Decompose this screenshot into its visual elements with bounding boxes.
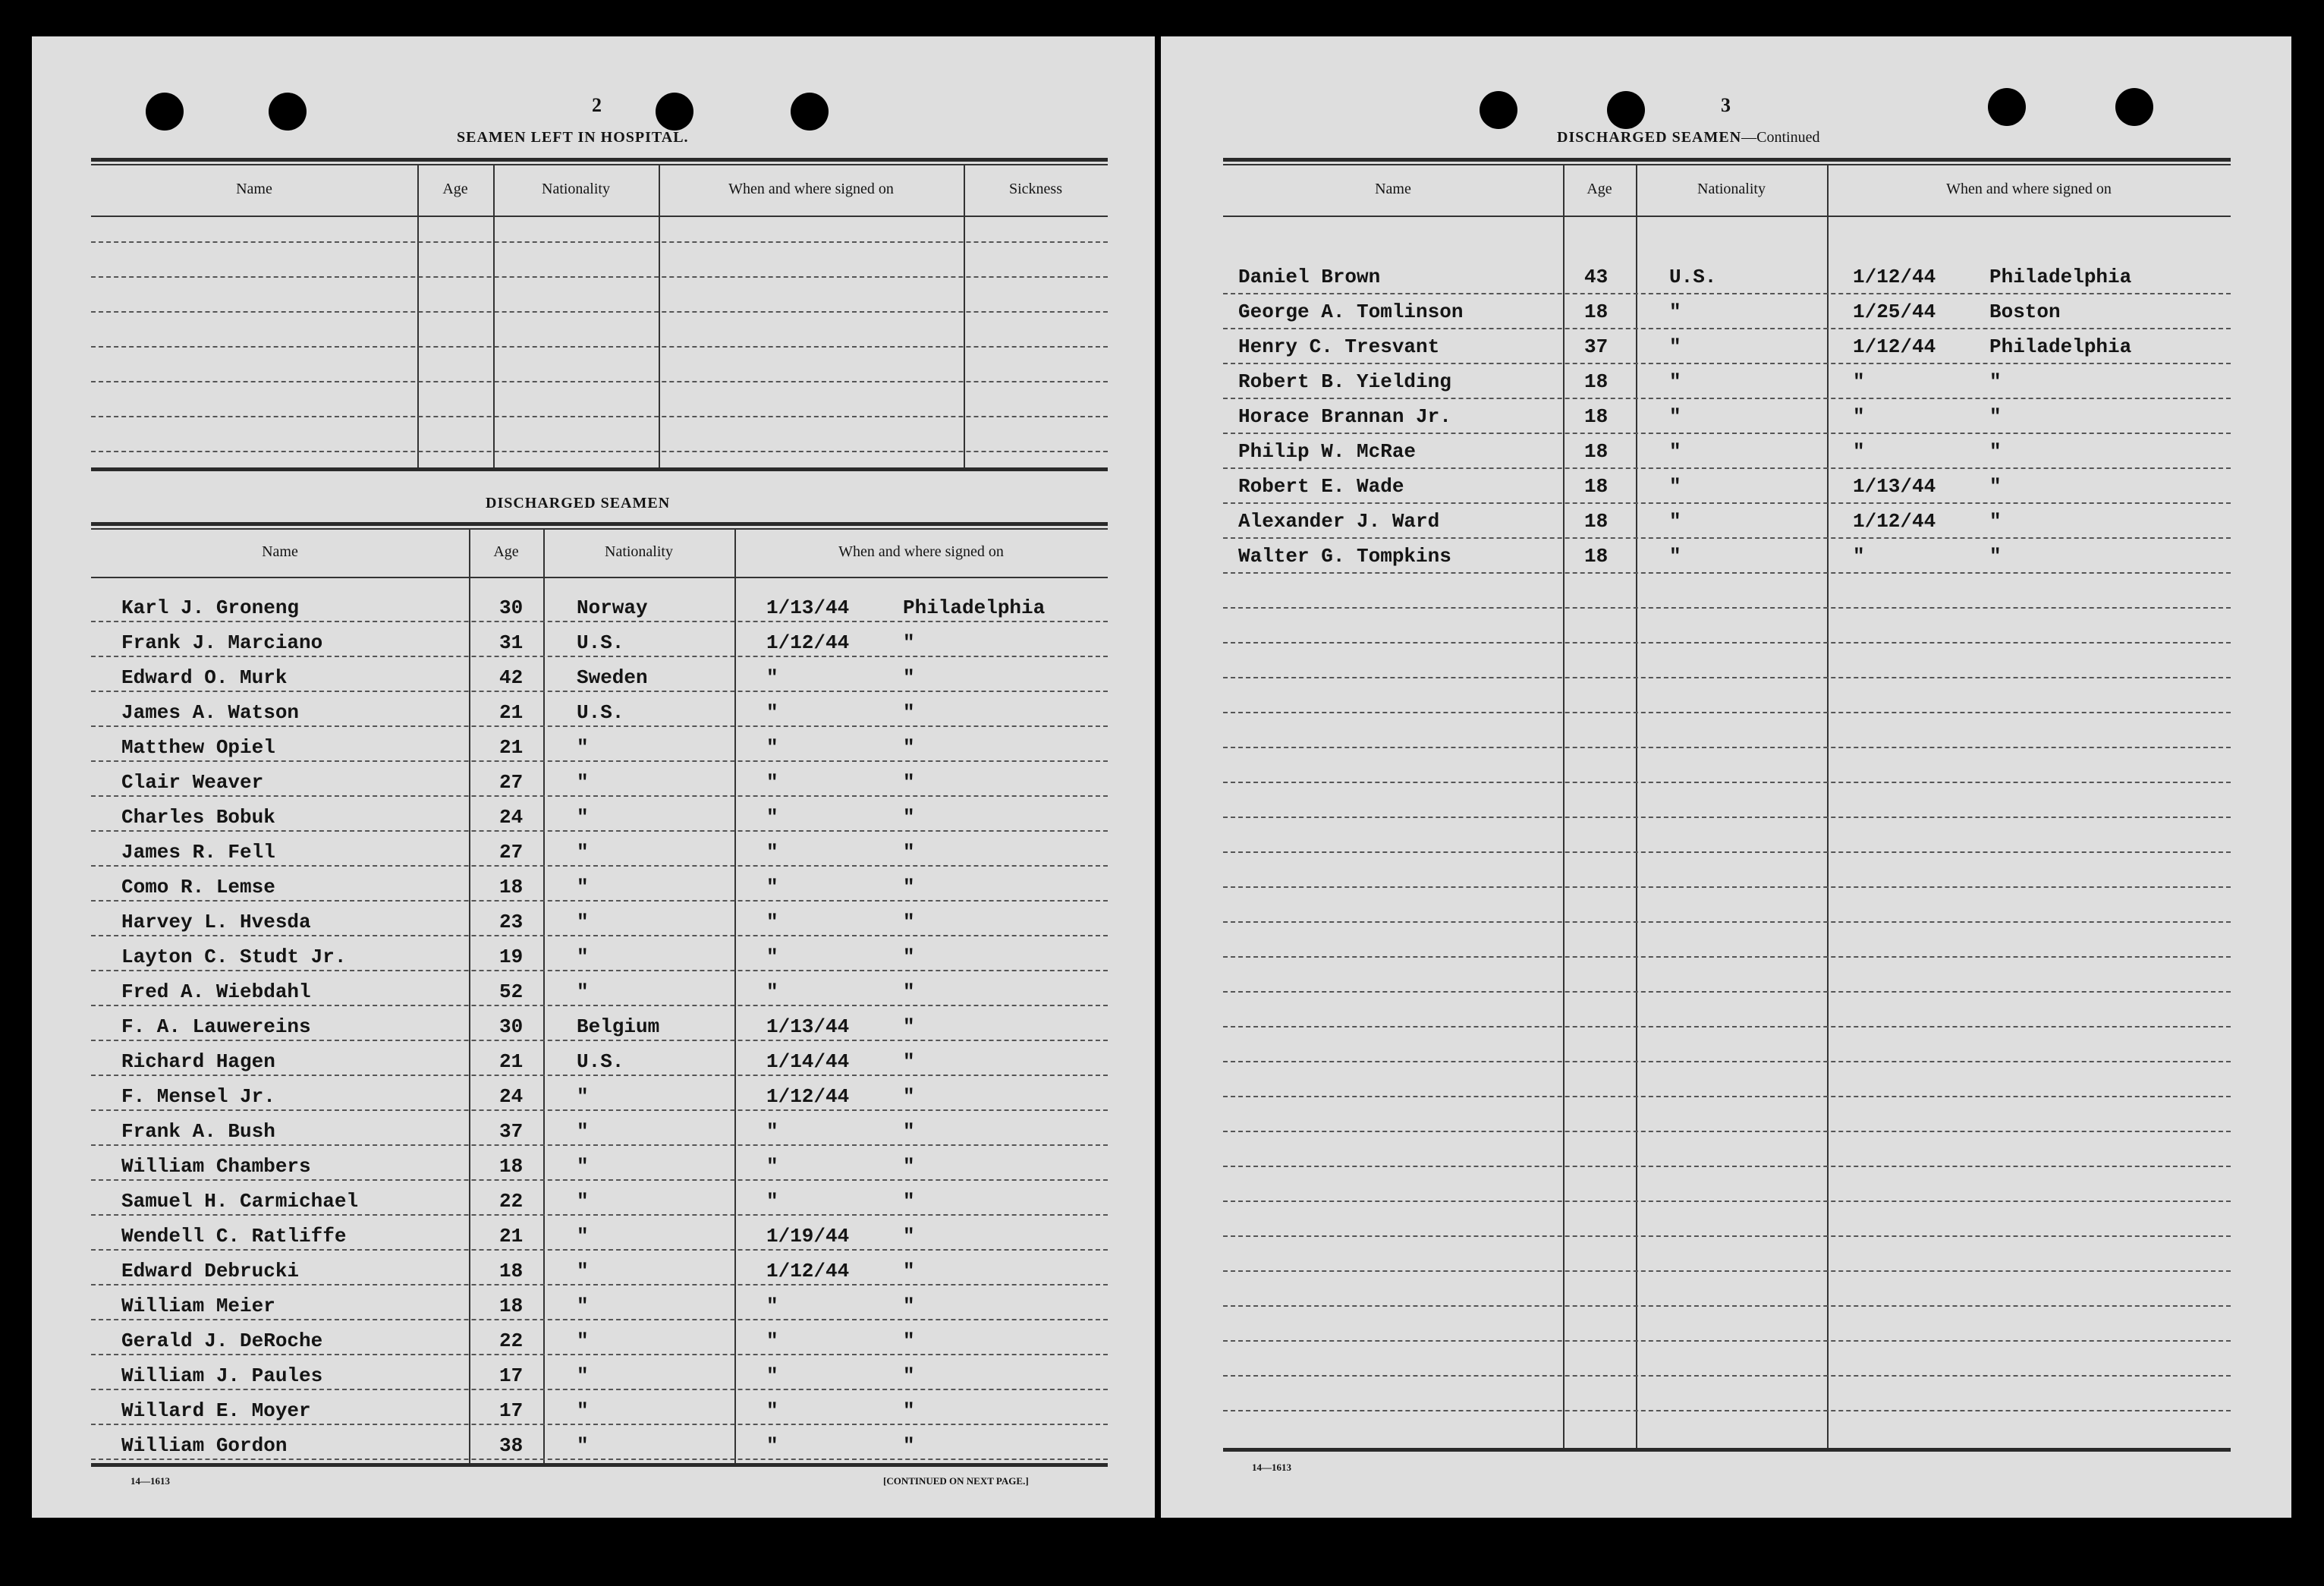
seaman-name: Karl J. Groneng — [121, 596, 300, 619]
table-row — [91, 1319, 1108, 1320]
table-row — [1223, 328, 2231, 329]
empty-row-line — [1223, 747, 2231, 748]
signed-on-date: " — [1853, 440, 1865, 463]
seaman-age: 18 — [1584, 510, 1609, 533]
seaman-name: Richard Hagen — [121, 1050, 275, 1073]
punch-hole — [656, 93, 693, 131]
seaman-age: 21 — [499, 1225, 524, 1248]
column-header-sickness: Sickness — [1009, 181, 1062, 197]
signed-on-place: " — [903, 1260, 915, 1282]
seaman-nationality: " — [577, 771, 589, 794]
seaman-name: Edward O. Murk — [121, 666, 288, 689]
signed-on-place: " — [1989, 475, 2002, 498]
seaman-age: 18 — [499, 1155, 524, 1178]
seaman-age: 30 — [499, 1015, 524, 1038]
signed-on-date: 1/14/44 — [766, 1050, 850, 1073]
punch-hole — [269, 93, 307, 131]
seaman-age: 42 — [499, 666, 524, 689]
seaman-name: James R. Fell — [121, 841, 275, 864]
seaman-age: 21 — [499, 736, 524, 759]
table-row — [1223, 572, 2231, 574]
seaman-nationality: " — [577, 911, 589, 933]
signed-on-date: 1/25/44 — [1853, 301, 1936, 323]
seaman-name: Frank J. Marciano — [121, 631, 323, 654]
signed-on-date: " — [766, 1120, 778, 1143]
signed-on-place: " — [903, 1015, 915, 1038]
punch-hole — [1607, 91, 1645, 129]
seaman-nationality: " — [577, 1190, 589, 1213]
table-row — [91, 1040, 1108, 1041]
seaman-age: 18 — [1584, 475, 1609, 498]
left-page — [32, 36, 1155, 1518]
seaman-age: 31 — [499, 631, 524, 654]
seaman-name: Layton C. Studt Jr. — [121, 946, 347, 968]
table-row — [1223, 537, 2231, 539]
punch-hole — [791, 93, 829, 131]
empty-row-line — [1223, 1410, 2231, 1411]
seaman-name: Edward Debrucki — [121, 1260, 300, 1282]
seaman-age: 18 — [499, 1260, 524, 1282]
discharged-seamen-table — [91, 522, 1108, 1467]
seaman-nationality: U.S. — [577, 1050, 624, 1073]
table-row — [91, 1075, 1108, 1076]
table-row — [91, 1144, 1108, 1146]
discharged-section-title: DISCHARGED SEAMEN — [486, 495, 671, 511]
signed-on-date: 1/12/44 — [1853, 510, 1936, 533]
signed-on-date: " — [766, 1330, 778, 1352]
seaman-nationality: " — [577, 1399, 589, 1422]
empty-row-line — [1223, 1166, 2231, 1167]
empty-row-line — [1223, 956, 2231, 958]
signed-on-place: " — [903, 771, 915, 794]
seaman-nationality: " — [1669, 475, 1681, 498]
hospital-table — [91, 158, 1108, 477]
seaman-age: 18 — [1584, 370, 1609, 393]
seaman-age: 27 — [499, 771, 524, 794]
seaman-name: Henry C. Tresvant — [1238, 335, 1440, 358]
empty-row-line — [1223, 851, 2231, 853]
seaman-name: Gerald J. DeRoche — [121, 1330, 323, 1352]
signed-on-date: 1/12/44 — [1853, 266, 1936, 288]
empty-row-line — [1223, 607, 2231, 609]
seaman-age: 27 — [499, 841, 524, 864]
seaman-nationality: " — [577, 736, 589, 759]
table-row — [91, 1459, 1108, 1460]
signed-on-date: " — [766, 946, 778, 968]
discharged-seamen-continued-table — [1223, 158, 2231, 1452]
seaman-age: 37 — [499, 1120, 524, 1143]
seaman-nationality: " — [577, 841, 589, 864]
signed-on-date: 1/12/44 — [766, 1260, 850, 1282]
table-row — [1223, 433, 2231, 434]
empty-row-line — [1223, 1096, 2231, 1097]
seaman-age: 30 — [499, 596, 524, 619]
seaman-name: William Gordon — [121, 1434, 288, 1457]
signed-on-place: " — [903, 841, 915, 864]
signed-on-date: 1/19/44 — [766, 1225, 850, 1248]
seaman-nationality: " — [577, 1364, 589, 1387]
empty-row-line — [1223, 886, 2231, 888]
signed-on-place: " — [903, 1225, 915, 1248]
column-header-nationality: Nationality — [605, 543, 673, 560]
table-row — [91, 970, 1108, 971]
seaman-nationality: " — [577, 876, 589, 898]
signed-on-date: 1/13/44 — [766, 1015, 850, 1038]
signed-on-place: " — [903, 1399, 915, 1422]
signed-on-date: " — [766, 980, 778, 1003]
seaman-age: 19 — [499, 946, 524, 968]
page-title-main: DISCHARGED SEAMEN — [1557, 129, 1742, 146]
seaman-name: Daniel Brown — [1238, 266, 1381, 288]
signed-on-date: " — [766, 1155, 778, 1178]
seaman-age: 17 — [499, 1399, 524, 1422]
signed-on-date: " — [766, 1364, 778, 1387]
empty-row-line — [1223, 1340, 2231, 1342]
seaman-name: William Chambers — [121, 1155, 311, 1178]
empty-row-line — [1223, 712, 2231, 713]
empty-row-line — [1223, 921, 2231, 923]
seaman-nationality: U.S. — [1669, 266, 1717, 288]
signed-on-date: " — [766, 911, 778, 933]
signed-on-place: " — [903, 1085, 915, 1108]
seaman-name: Frank A. Bush — [121, 1120, 275, 1143]
signed-on-place: " — [903, 876, 915, 898]
signed-on-place: " — [903, 701, 915, 724]
seaman-name: Horace Brannan Jr. — [1238, 405, 1451, 428]
seaman-nationality: " — [577, 1330, 589, 1352]
signed-on-date: " — [766, 1434, 778, 1457]
seaman-name: Matthew Opiel — [121, 736, 275, 759]
column-header-age: Age — [493, 543, 519, 560]
table-row — [91, 725, 1108, 727]
table-row — [91, 830, 1108, 832]
signed-on-date: " — [766, 841, 778, 864]
seaman-age: 24 — [499, 806, 524, 829]
empty-row-line — [1223, 1375, 2231, 1377]
seaman-name: Fred A. Wiebdahl — [121, 980, 311, 1003]
seaman-age: 21 — [499, 1050, 524, 1073]
seaman-name: James A. Watson — [121, 701, 300, 724]
seaman-age: 22 — [499, 1330, 524, 1352]
signed-on-place: " — [903, 1330, 915, 1352]
punch-hole — [2115, 88, 2153, 126]
seaman-nationality: " — [577, 1434, 589, 1457]
seaman-age: 43 — [1584, 266, 1609, 288]
empty-row-line — [1223, 1305, 2231, 1307]
seaman-name: Samuel H. Carmichael — [121, 1190, 359, 1213]
signed-on-place: " — [903, 631, 915, 654]
empty-row-line — [1223, 1235, 2231, 1237]
seaman-nationality: " — [577, 1260, 589, 1282]
table-row — [91, 865, 1108, 867]
table-row — [91, 1389, 1108, 1390]
seaman-age: 17 — [499, 1364, 524, 1387]
column-header-age: Age — [1587, 181, 1612, 197]
empty-row-line — [1223, 642, 2231, 644]
seaman-age: 18 — [1584, 301, 1609, 323]
signed-on-date: " — [766, 1399, 778, 1422]
seaman-nationality: " — [577, 1120, 589, 1143]
signed-on-date: " — [766, 771, 778, 794]
table-row — [1223, 502, 2231, 504]
seaman-age: 24 — [499, 1085, 524, 1108]
signed-on-place: " — [903, 806, 915, 829]
table-row — [91, 1249, 1108, 1251]
form-number: 14—1613 — [131, 1475, 170, 1487]
empty-row-line — [1223, 991, 2231, 993]
seaman-age: 18 — [1584, 405, 1609, 428]
seaman-age: 37 — [1584, 335, 1609, 358]
seaman-nationality: " — [1669, 301, 1681, 323]
signed-on-place: " — [903, 1120, 915, 1143]
seaman-name: Wendell C. Ratliffe — [121, 1225, 347, 1248]
signed-on-date: " — [1853, 405, 1865, 428]
table-row — [1223, 467, 2231, 469]
seaman-nationality: Norway — [577, 596, 648, 619]
table-row — [91, 1214, 1108, 1216]
seaman-nationality: " — [577, 1085, 589, 1108]
seaman-age: 18 — [499, 876, 524, 898]
table-row — [91, 1354, 1108, 1355]
table-row — [1223, 398, 2231, 399]
signed-on-date: " — [766, 666, 778, 689]
table-row — [91, 1179, 1108, 1181]
punch-hole — [146, 93, 184, 131]
seaman-age: 18 — [1584, 545, 1609, 568]
table-row — [91, 621, 1108, 622]
seaman-nationality: " — [577, 980, 589, 1003]
continued-note: [CONTINUED ON NEXT PAGE.] — [883, 1475, 1029, 1487]
page-title — [1557, 129, 1820, 146]
right-page — [1161, 36, 2291, 1518]
signed-on-place: " — [903, 1050, 915, 1073]
punch-hole — [1480, 91, 1517, 129]
signed-on-date: 1/12/44 — [766, 631, 850, 654]
table-row — [91, 795, 1108, 797]
seaman-age: 18 — [499, 1295, 524, 1317]
seaman-name: F. A. Lauwereins — [121, 1015, 311, 1038]
seaman-name: Harvey L. Hvesda — [121, 911, 311, 933]
empty-row-line — [1223, 782, 2231, 783]
table-row — [91, 1109, 1108, 1111]
column-header-name: Name — [1375, 181, 1411, 197]
seaman-nationality: Sweden — [577, 666, 648, 689]
seaman-name: Como R. Lemse — [121, 876, 275, 898]
signed-on-place: Philadelphia — [1989, 335, 2132, 358]
column-header-nationality: Nationality — [542, 181, 610, 197]
seaman-name: Willard E. Moyer — [121, 1399, 311, 1422]
seaman-nationality: U.S. — [577, 631, 624, 654]
signed-on-date: " — [1853, 545, 1865, 568]
table-row — [91, 760, 1108, 762]
column-header-signed-on: When and where signed on — [728, 181, 894, 197]
signed-on-place: " — [903, 736, 915, 759]
table-row — [91, 935, 1108, 936]
table-row — [91, 900, 1108, 902]
signed-on-place: Boston — [1989, 301, 2061, 323]
signed-on-place: " — [903, 911, 915, 933]
seaman-nationality: " — [577, 1225, 589, 1248]
seaman-name: Robert B. Yielding — [1238, 370, 1451, 393]
empty-row-line — [1223, 677, 2231, 678]
seaman-name: Alexander J. Ward — [1238, 510, 1440, 533]
seaman-nationality: " — [1669, 405, 1681, 428]
seaman-nationality: " — [577, 946, 589, 968]
column-header-nationality: Nationality — [1697, 181, 1766, 197]
seaman-nationality: " — [1669, 440, 1681, 463]
seaman-nationality: " — [1669, 545, 1681, 568]
empty-row-line — [1223, 817, 2231, 818]
seaman-nationality: " — [1669, 370, 1681, 393]
seaman-nationality: Belgium — [577, 1015, 660, 1038]
signed-on-date: 1/13/44 — [1853, 475, 1936, 498]
signed-on-place: " — [903, 1190, 915, 1213]
column-header-signed-on: When and where signed on — [1946, 181, 2112, 197]
signed-on-place: Philadelphia — [903, 596, 1046, 619]
seaman-nationality: " — [577, 806, 589, 829]
signed-on-place: " — [903, 1155, 915, 1178]
table-row — [1223, 293, 2231, 294]
table-row — [91, 656, 1108, 657]
seaman-age: 21 — [499, 701, 524, 724]
column-header-name: Name — [262, 543, 298, 560]
signed-on-date: " — [766, 701, 778, 724]
signed-on-place: " — [1989, 510, 2002, 533]
seaman-name: F. Mensel Jr. — [121, 1085, 275, 1108]
seaman-name: William Meier — [121, 1295, 275, 1317]
seaman-age: 22 — [499, 1190, 524, 1213]
seaman-nationality: " — [1669, 510, 1681, 533]
punch-hole — [1988, 88, 2026, 126]
signed-on-place: " — [903, 1434, 915, 1457]
signed-on-place: " — [1989, 545, 2002, 568]
column-header-name: Name — [236, 181, 272, 197]
seaman-name: Walter G. Tompkins — [1238, 545, 1451, 568]
seaman-nationality: " — [577, 1295, 589, 1317]
signed-on-date: " — [766, 1295, 778, 1317]
signed-on-date: " — [1853, 370, 1865, 393]
seaman-name: Charles Bobuk — [121, 806, 275, 829]
seaman-age: 38 — [499, 1434, 524, 1457]
page-title-suffix: —Continued — [1741, 129, 1820, 146]
signed-on-place: " — [1989, 405, 2002, 428]
seaman-name: Robert E. Wade — [1238, 475, 1404, 498]
signed-on-date: 1/12/44 — [1853, 335, 1936, 358]
table-row — [91, 1284, 1108, 1285]
seaman-age: 18 — [1584, 440, 1609, 463]
signed-on-place: Philadelphia — [1989, 266, 2132, 288]
signed-on-place: " — [1989, 440, 2002, 463]
signed-on-place: " — [1989, 370, 2002, 393]
signed-on-date: " — [766, 736, 778, 759]
signed-on-place: " — [903, 666, 915, 689]
table-row — [91, 1424, 1108, 1425]
seaman-name: Clair Weaver — [121, 771, 264, 794]
seaman-name: Philip W. McRae — [1238, 440, 1417, 463]
signed-on-date: " — [766, 876, 778, 898]
form-number: 14—1613 — [1252, 1462, 1291, 1473]
seaman-name: George A. Tomlinson — [1238, 301, 1464, 323]
hospital-section-title: SEAMEN LEFT IN HOSPITAL. — [457, 129, 689, 146]
empty-row-line — [1223, 1026, 2231, 1027]
seaman-name: William J. Paules — [121, 1364, 323, 1387]
signed-on-place: " — [903, 980, 915, 1003]
signed-on-date: 1/13/44 — [766, 596, 850, 619]
seaman-age: 52 — [499, 980, 524, 1003]
table-row — [1223, 363, 2231, 364]
signed-on-place: " — [903, 946, 915, 968]
seaman-nationality: " — [1669, 335, 1681, 358]
empty-row-line — [1223, 1270, 2231, 1272]
seaman-nationality: " — [577, 1155, 589, 1178]
seaman-age: 23 — [499, 911, 524, 933]
signed-on-date: " — [766, 1190, 778, 1213]
signed-on-date: 1/12/44 — [766, 1085, 850, 1108]
page-number: 3 — [1721, 94, 1731, 116]
page-number: 2 — [592, 94, 602, 116]
empty-row-line — [1223, 1131, 2231, 1132]
signed-on-place: " — [903, 1364, 915, 1387]
table-row — [91, 1005, 1108, 1006]
empty-row-line — [1223, 1061, 2231, 1062]
empty-row-line — [1223, 1201, 2231, 1202]
seaman-nationality: U.S. — [577, 701, 624, 724]
table-row — [91, 691, 1108, 692]
column-header-signed-on: When and where signed on — [838, 543, 1004, 560]
signed-on-date: " — [766, 806, 778, 829]
signed-on-place: " — [903, 1295, 915, 1317]
column-header-age: Age — [442, 181, 468, 197]
